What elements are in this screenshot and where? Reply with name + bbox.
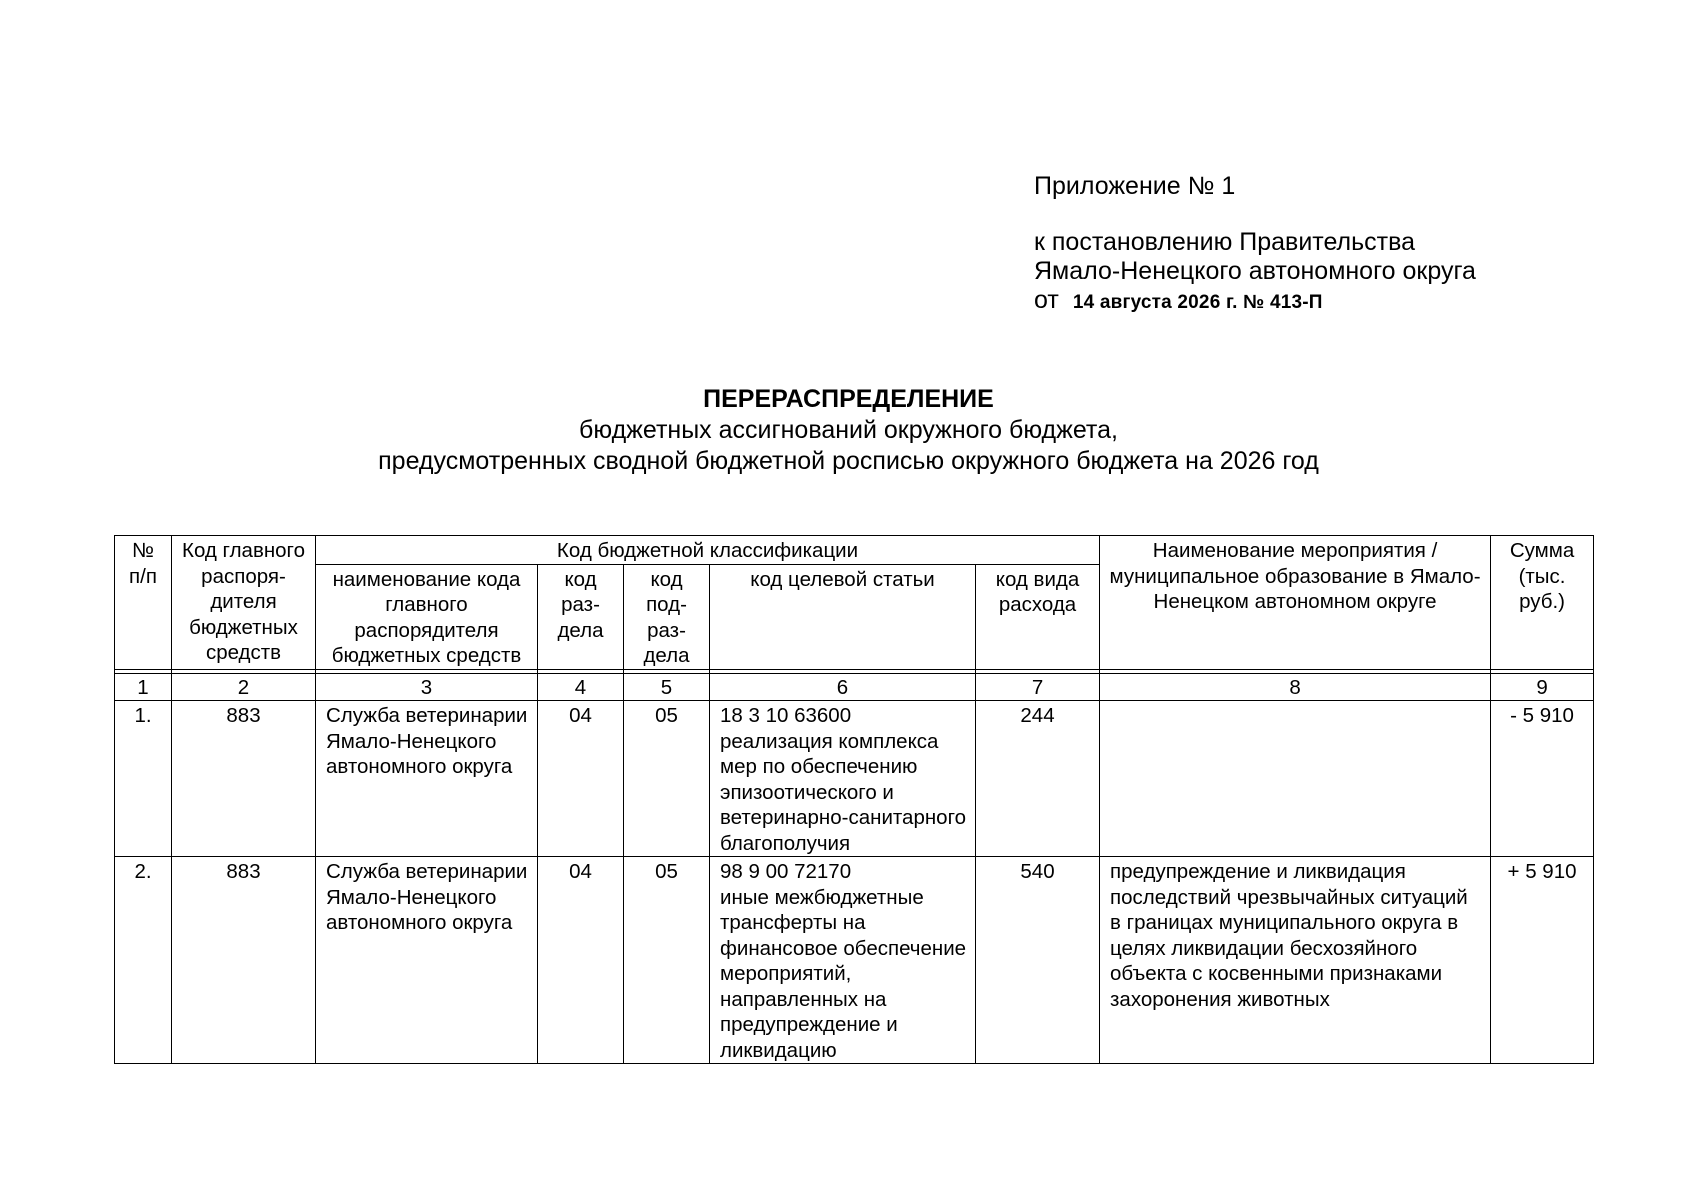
header-num: № п/п	[115, 536, 172, 670]
col-number: 7	[976, 673, 1100, 701]
row-gr-code: 883	[172, 701, 316, 857]
header-subsection: код под-раз-дела	[624, 564, 710, 669]
row-section: 04	[538, 857, 624, 1064]
row-section: 04	[538, 701, 624, 857]
appendix-block	[1034, 172, 1554, 317]
col-number: 4	[538, 673, 624, 701]
row-gr-name: Служба ветеринарии Ямало-Ненецкого автономного округа	[316, 857, 538, 1064]
table-row	[115, 857, 1594, 1064]
document-title: ПЕРЕРАСПРЕДЕЛЕНИЕ	[703, 385, 994, 413]
col-number: 9	[1491, 673, 1594, 701]
header-event: Наименование мероприятия / муниципальное образование в Ямало-Ненецком автономном округе	[1100, 536, 1491, 670]
row-expense-type: 244	[976, 701, 1100, 857]
document-subtitle-2: предусмотренных сводной бюджетной росписью окружного бюджета на 2026 год	[378, 447, 1319, 475]
header-gr-code: Код главного распоря-дителя бюджетных средств	[172, 536, 316, 670]
col-number: 3	[316, 673, 538, 701]
appendix-line-2: Ямало-Ненецкого автономного округа	[1034, 257, 1476, 285]
row-sum: - 5 910	[1491, 701, 1594, 857]
table-row	[115, 701, 1594, 857]
appendix-from-prefix: от	[1034, 286, 1059, 314]
row-num: 2.	[115, 857, 172, 1064]
col-number: 8	[1100, 673, 1491, 701]
row-gr-code: 883	[172, 857, 316, 1064]
row-subsection: 05	[624, 857, 710, 1064]
header-section: код раз-дела	[538, 564, 624, 669]
appendix-title: Приложение № 1	[1034, 172, 1236, 200]
row-target-code: 18 3 10 63600	[720, 704, 852, 727]
column-number-row	[115, 673, 1594, 701]
appendix-date-line	[1034, 286, 1554, 317]
header-expense-type: код вида расхода	[976, 564, 1100, 669]
row-target	[710, 857, 976, 1064]
redistribution-table	[114, 535, 1594, 1064]
row-event: предупреждение и ликвидация последствий чрезвычайных ситуаций в границах муниципального округа в целях ликвидации бесхозяйного объекта с косвенными признаками захоронения животных	[1100, 857, 1491, 1064]
row-target-text: иные межбюджетные трансферты на финансовое обеспечение мероприятий, направленных на предупреждение и ликвидацию	[720, 885, 967, 1062]
header-gr-name: наименование кода главного распорядителя бюджетных средств	[316, 564, 538, 669]
decree-number: 14 августа 2026 г. № 413-П	[1072, 292, 1323, 313]
row-subsection: 05	[624, 701, 710, 857]
header-classification: Код бюджетной классификации	[316, 536, 1100, 565]
row-event	[1100, 701, 1491, 857]
col-number: 6	[710, 673, 976, 701]
header-target: код целевой статьи	[710, 564, 976, 669]
col-number: 2	[172, 673, 316, 701]
document-subtitle-1: бюджетных ассигнований окружного бюджета,	[579, 416, 1118, 444]
col-number: 1	[115, 673, 172, 701]
col-number: 5	[624, 673, 710, 701]
row-target-code: 98 9 00 72170	[720, 860, 852, 883]
row-sum: + 5 910	[1491, 857, 1594, 1064]
row-num: 1.	[115, 701, 172, 857]
table-header-row-1	[115, 536, 1594, 565]
row-target	[710, 701, 976, 857]
row-target-text: реализация комплекса мер по обеспечению эпизоотического и ветеринарно-санитарного благополучия	[720, 729, 966, 855]
row-expense-type: 540	[976, 857, 1100, 1064]
document-heading	[0, 384, 1697, 477]
header-sum: Сумма (тыс. руб.)	[1491, 536, 1594, 670]
appendix-line-1: к постановлению Правительства	[1034, 228, 1416, 256]
row-gr-name: Служба ветеринарии Ямало-Ненецкого автономного округа	[316, 701, 538, 857]
